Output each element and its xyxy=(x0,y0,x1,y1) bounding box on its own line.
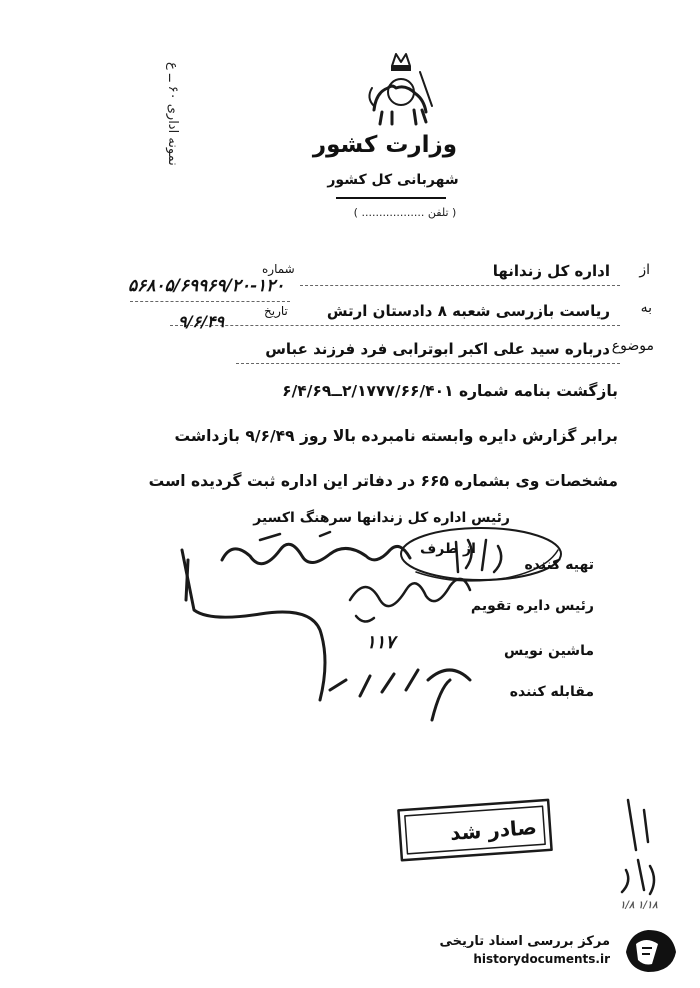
footer-org-name: مرکز بررسی اسناد تاریخی xyxy=(439,934,610,949)
from-value: اداره کل زندانها xyxy=(492,262,610,280)
department-title: شهربانی کل کشور xyxy=(327,172,459,188)
body-line-2: برابر گزارش دایره وابسته نامبرده بالا روز ۹/۶/۴۹ بازداشت xyxy=(174,427,618,445)
subject-value: درباره سید علی اکبر ابوترابی فرد فرزند عباس xyxy=(265,340,610,358)
archive-logo-icon xyxy=(618,926,680,976)
preparer-label: تهیه کننده xyxy=(524,557,594,573)
stamp-text: صادر شد xyxy=(449,815,538,845)
subject-dotline xyxy=(236,363,620,364)
lion-and-sun-emblem xyxy=(362,48,440,130)
to-dotline xyxy=(170,325,620,326)
date-value: ۹/۶/۴۹ xyxy=(178,312,225,331)
to-label: به xyxy=(640,300,652,316)
head-title: رئیس اداره کل زندانها سرهنگ اکسیر xyxy=(253,510,510,526)
to-value: ریاست بازرسی شعبه ۸ دادستان ارتش xyxy=(326,302,610,320)
handwritten-number: ۱۱۷ xyxy=(366,632,396,653)
body-line-3: مشخصات وی بشماره ۶۶۵ در دفاتر این اداره ثبت گردیده است xyxy=(148,472,618,490)
body-line-1: بازگشت بنامه شماره ۲/۱۷۷۷/۶۶/۴۰۱ــ۶/۴/۶۹ xyxy=(282,382,618,400)
handwritten-signatures xyxy=(170,530,500,730)
phone-field: ( تلفن .................. ) xyxy=(353,206,457,219)
chief-label: رئیس دایره تقویم xyxy=(470,598,594,614)
margin-handwritten-note xyxy=(610,790,670,900)
from-label: از xyxy=(639,262,650,278)
footer-website: historydocuments.ir xyxy=(473,952,610,966)
number-value: ۵۶۸۰۵/۶۹۹۶۹/۲۰-۱۲۰ xyxy=(128,276,285,296)
form-number: نمونه اداری ۶۰ ــ ع xyxy=(165,62,180,166)
department-underline xyxy=(336,197,446,199)
date-label: تاریخ xyxy=(264,304,288,318)
number-label: شماره xyxy=(262,262,295,276)
number-dotline xyxy=(130,301,290,302)
subject-label: موضوع xyxy=(611,338,654,354)
checker-label: مقابله کننده xyxy=(509,684,594,700)
typist-label: ماشین نویس xyxy=(504,643,594,659)
ministry-title: وزارت کشور xyxy=(312,132,458,158)
margin-note-text: ۱/۸ ۱/۱۸ xyxy=(620,900,658,911)
on-behalf-text: از طرف xyxy=(420,541,476,557)
from-dotline xyxy=(300,285,620,286)
